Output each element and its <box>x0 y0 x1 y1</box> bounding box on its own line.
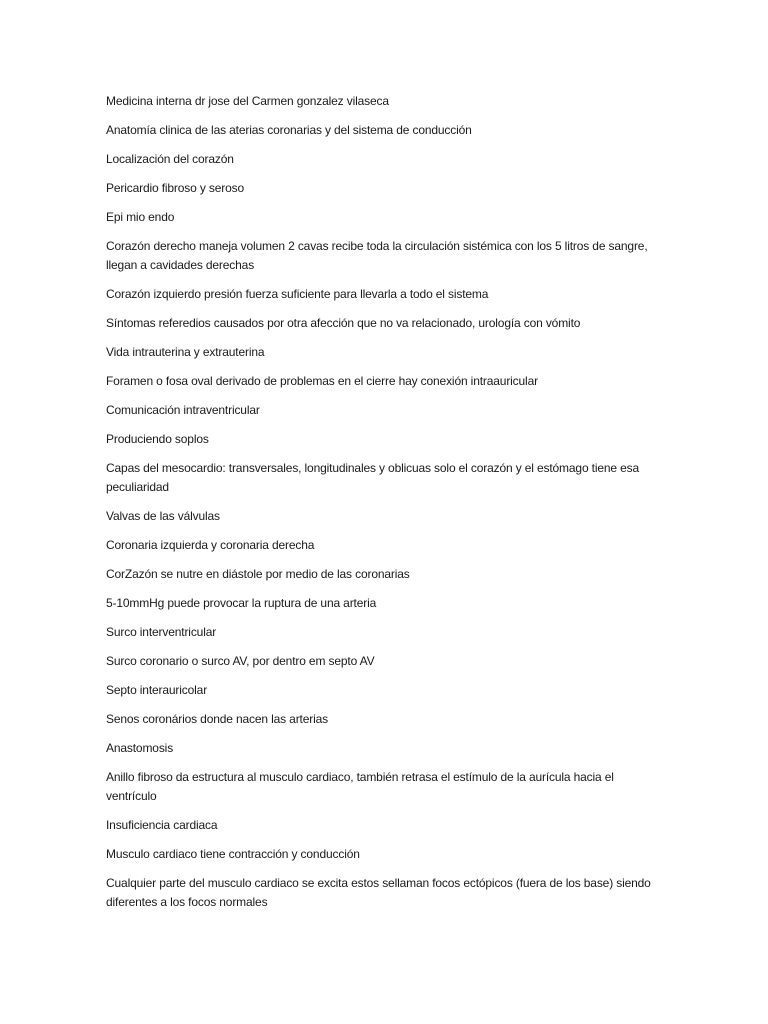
paragraph: Medicina interna dr jose del Carmen gonzalez vilaseca <box>106 94 389 108</box>
paragraph: Coronaria izquierda y coronaria derecha <box>106 538 315 552</box>
paragraph: Surco interventricular <box>106 625 217 639</box>
paragraph: 5-10mmHg puede provocar la ruptura de una arteria <box>106 596 377 610</box>
paragraph: Foramen o fosa oval derivado de problemas en el cierre hay conexión intraauricular <box>106 374 538 388</box>
paragraph: Corazón derecho maneja volumen 2 cavas recibe toda la circulación sistémica con los 5 litros de sangre, llegan a cavidades derechas <box>106 239 648 272</box>
paragraph: Surco coronario o surco AV, por dentro em septo AV <box>106 654 375 668</box>
paragraph: Insuficiencia cardiaca <box>106 818 218 832</box>
paragraph: Senos coronários donde nacen las arterias <box>106 712 328 726</box>
paragraph: Cualquier parte del musculo cardiaco se excita estos sellaman focos ectópicos (fuera de los base) siendo diferentes a los focos normales <box>106 876 651 909</box>
paragraph: Anastomosis <box>106 741 174 755</box>
paragraph: Septo interauricolar <box>106 683 208 697</box>
paragraph: Corazón izquierdo presión fuerza suficiente para llevarla a todo el sistema <box>106 287 489 301</box>
paragraph: Anillo fibroso da estructura al musculo cardiaco, también retrasa el estímulo de la aurícula hacia el ventrículo <box>106 770 614 803</box>
paragraph: Anatomía clinica de las aterias coronarias y del sistema de conducción <box>106 123 472 137</box>
paragraph: Capas del mesocardio: transversales, longitudinales y oblicuas solo el corazón y el estómago tiene esa peculiaridad <box>106 461 640 494</box>
paragraph: CorZazón se nutre en diástole por medio de las coronarias <box>106 567 410 581</box>
paragraph: Valvas de las válvulas <box>106 509 220 523</box>
paragraph: Localización del corazón <box>106 152 234 166</box>
paragraph: Síntomas referedios causados por otra afección que no va relacionado, urología con vómito <box>106 316 581 330</box>
paragraph: Comunicación intraventricular <box>106 403 260 417</box>
document-body <box>106 92 666 922</box>
paragraph: Vida intrauterina y extrauterina <box>106 345 265 359</box>
paragraph: Musculo cardiaco tiene contracción y conducción <box>106 847 360 861</box>
paragraph: Produciendo soplos <box>106 432 209 446</box>
paragraph: Epi mio endo <box>106 210 175 224</box>
paragraph: Pericardio fibroso y seroso <box>106 181 245 195</box>
